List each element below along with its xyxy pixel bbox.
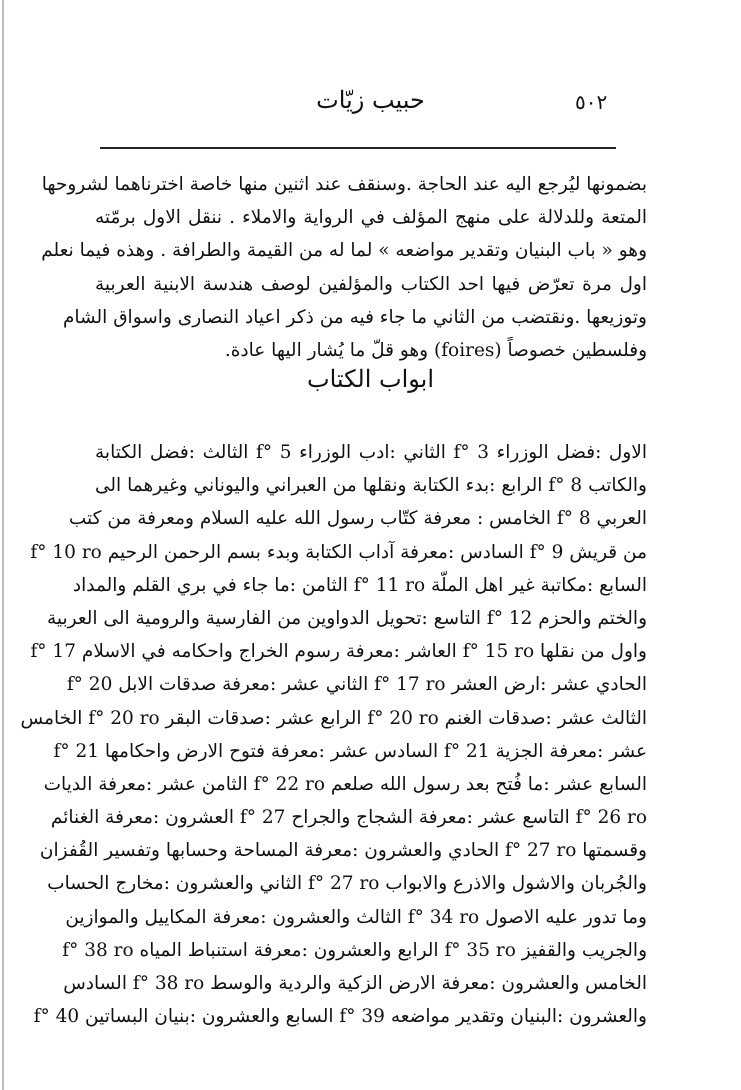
toc-line: عشر :معرفة الجزية f° 21 السادس عشر :معرفة فتوح الارض واحكامها f° 21 [53,740,647,762]
toc-line: وما تدور عليه الاصول f° 34 ro الثالث والعشرون :معرفة المكاييل والموازين [65,906,647,928]
chapter-list [20,436,647,1033]
text-line: بضمونها ليُرجع اليه عند الحاجة .وسنقف عند اثنين منها خاصة اخترناهما لشروحها [41,174,647,195]
toc-line: الاول :فضل الوزراء f° 3 الثاني :ادب الوزراء f° 5 الثالث :فضل الكتابة [95,442,647,463]
toc-line: الثالث عشر :صدقات الغنم f° 20 ro الرابع عشر :صدقات البقر f° 20 ro الخامس [20,707,647,729]
toc-line: وقسمتها f° 27 ro الحادي والعشرون :معرفة المساحة وحسابها وتفسير القُفزان [39,840,647,862]
toc-line: من قريش f° 9 السادس :معرفة آداب الكتابة وبدء بسم الرحمن الرحيم f° 10 ro [30,541,647,563]
toc-line: الحادي عشر :ارض العشر f° 17 ro الثاني عشر :معرفة صدقات الابل f° 20 [66,674,647,696]
text-line: وهو « باب البنيان وتقدير مواضعه » لما له من القيمة والطرافة . وهذه فيما نعلم [41,240,647,262]
header-rule [100,147,616,149]
toc-line: السابع :مكاتبة غير اهل الملّة f° 11 ro الثامن :ما جاء في بري القلم والمداد [72,574,647,596]
text-line: المتعة وللدلالة على منهج المؤلف في الرواية والاملاء . ننقل الاول برمّته [95,207,647,229]
toc-line: والعشرون :البنيان وتقدير مواضعه f° 39 السابع والعشرون :بنيان البساتين f° 40 [33,1006,647,1028]
page-number: ٥٠٢ [575,90,608,114]
intro-paragraph [41,168,647,367]
text-line: وتوزيعها .ونقتضب من الثاني ما جاء فيه من ذكر اعياد النصارى واسواق الشام [62,306,647,328]
section-heading: ابواب الكتاب [306,365,435,393]
toc-line: العربي f° 8 الخامس : معرفة كتّاب رسول الله عليه السلام ومعرفة من كتب [68,508,647,530]
scan-edge [2,0,4,1090]
toc-line: والكاتب f° 8 الرابع :بدء الكتابة ونقلها من العبراني واليوناني وغيرهما الى [95,475,647,497]
toc-line: والختم والحزم f° 12 التاسع :تحويل الدواوين من الفارسية والرومية الى العربية [46,607,647,629]
running-title: حبيب زيّات [316,86,425,114]
toc-line: السابع عشر :ما فُتح بعد رسول الله صلعم f° 22 ro الثامن عشر :معرفة الديات [43,773,647,795]
toc-line: والجريب والقفيز f° 35 ro الرابع والعشرون :معرفة استنباط المياه f° 38 ro [62,939,647,961]
text-line: اول مرة تعرّض فيها احد الكتاب والمؤلفين لوصف هندسة الابنية العربية [95,273,647,295]
toc-line: الخامس والعشرون :معرفة الارض الزكية والردية والوسط f° 38 ro السادس [63,973,647,994]
text-line: وفلسطين خصوصاً (foires) وهو قلّ ما يُشار اليها عادة. [224,339,647,361]
toc-line: f° 26 ro التاسع عشر :معرفة الشجاج والجراح f° 27 العشرون :معرفة الغنائم [50,807,647,829]
toc-line: واول من نقلها f° 15 ro العاشر :معرفة رسوم الخراج واحكامه في الاسلام f° 17 [30,641,647,663]
toc-line: والجُربان والاشول والاذرع والابواب f° 27 ro الثاني والعشرون :مخارج الحساب [47,873,647,895]
